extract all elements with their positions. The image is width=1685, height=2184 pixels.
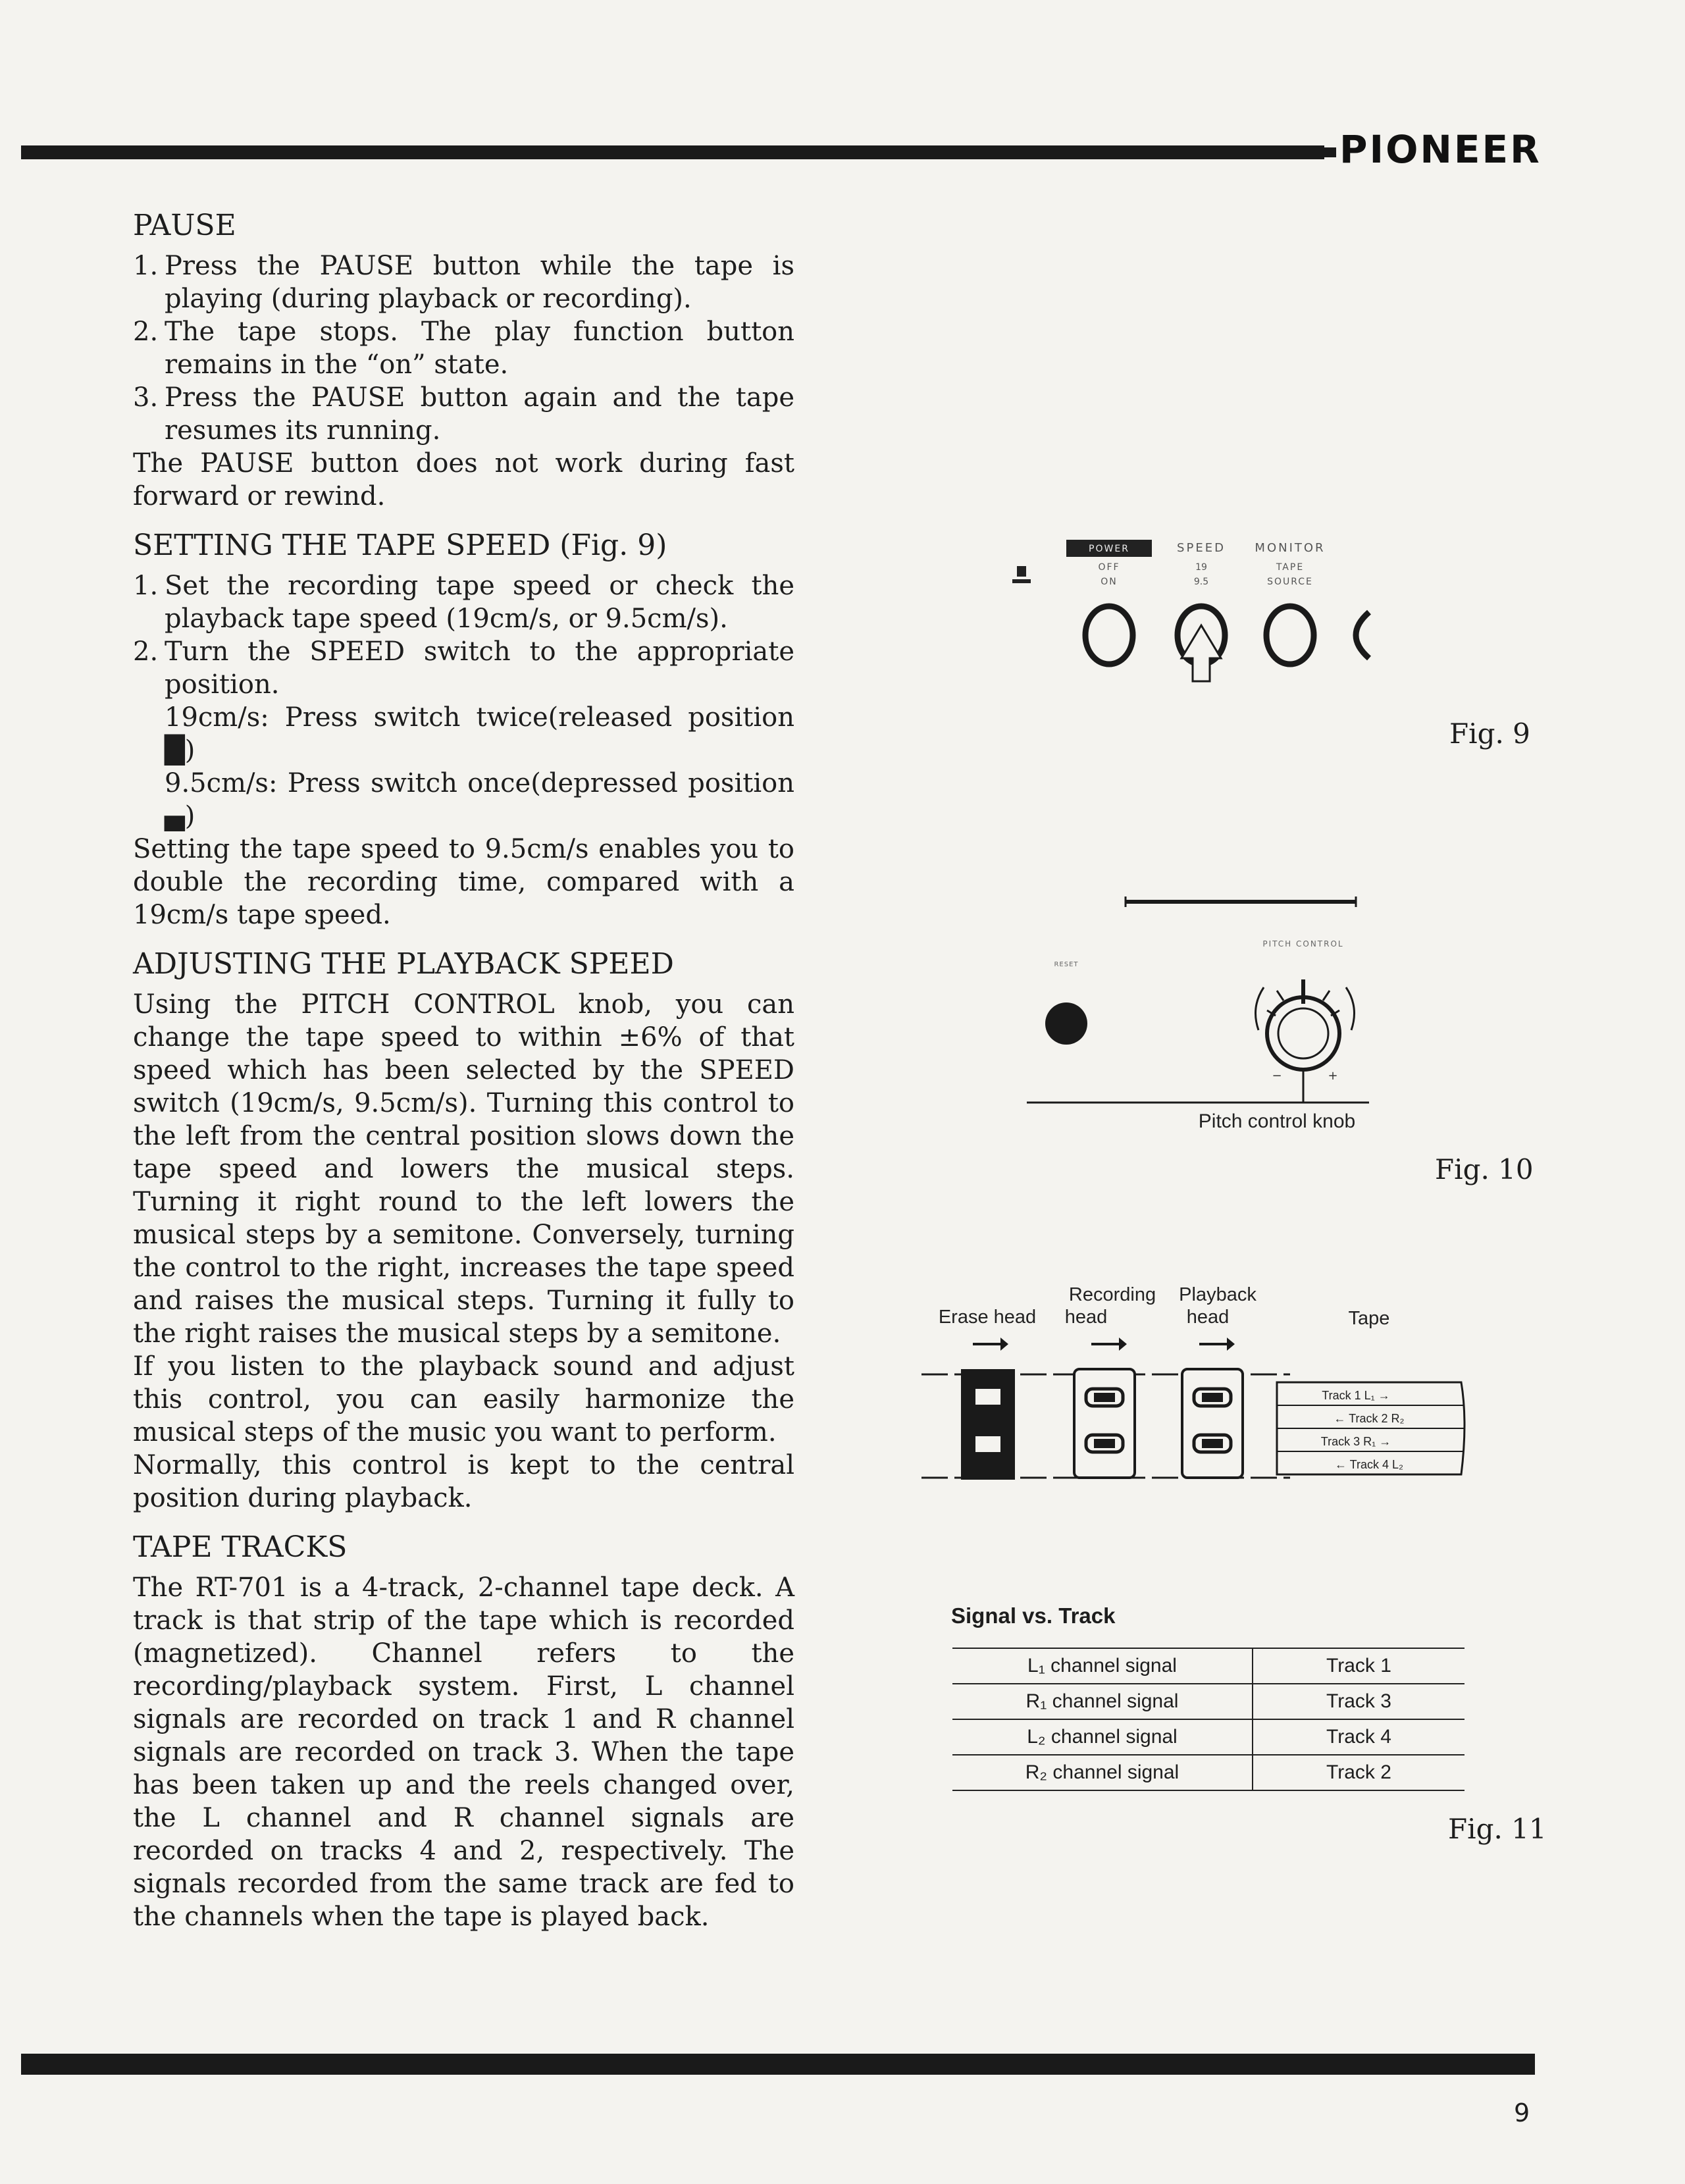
table-row: R₁ channel signal Track 3: [952, 1684, 1465, 1719]
fig9-label: Fig. 9: [1449, 717, 1530, 750]
table-row: R₂ channel signal Track 2: [952, 1755, 1465, 1790]
header-rule: [21, 145, 1324, 159]
rotate-right-arrow-icon: [1346, 987, 1355, 1030]
playback-head-label: Playback: [1179, 1284, 1257, 1305]
playback-heading: ADJUSTING THE PLAYBACK SPEED: [133, 947, 674, 981]
page-number: 9: [1514, 2098, 1530, 2127]
speed-19-line: 19cm/s: Press switch twice(released position █): [165, 702, 794, 766]
pitch-knob: [1267, 979, 1339, 1070]
list-item: 2. Turn the SPEED switch to the appropriate position.: [133, 637, 794, 700]
speed-95-line: 9.5cm/s: Press switch once(depressed position ▄): [165, 768, 794, 831]
speed-note: Setting the tape speed to 9.5cm/s enables you to double the recording time, compared with a 19cm/s tape speed.: [133, 834, 794, 930]
track-1-label: Track 1 L₁ →: [1322, 1389, 1390, 1402]
playback-paragraph-3: Normally, this control is kept to the central position during playback.: [133, 1450, 794, 1513]
recording-head-label: Recording: [1068, 1284, 1156, 1305]
svg-text:19: 19: [1195, 562, 1207, 573]
list-item: 1. Set the recording tape speed or check the playback tape speed (19cm/s, or 9.5cm/s).: [133, 571, 794, 634]
pause-note: The PAUSE button does not work during fast forward or rewind.: [133, 448, 794, 511]
text-column: [133, 207, 794, 1933]
list-item: 1. Press the PAUSE button while the tape is playing (during playback or recording).: [133, 251, 794, 314]
speed-label: SPEED: [1177, 541, 1226, 555]
fig10-label: Fig. 10: [1435, 1153, 1534, 1185]
signal-table-title: Signal vs. Track: [951, 1603, 1116, 1628]
playback-head: [1182, 1369, 1243, 1478]
monitor-switch: [1266, 606, 1314, 664]
signal-track-table: [952, 1648, 1465, 1791]
brand-logo: PIONEER: [1339, 127, 1542, 172]
playback-direction-arrow-icon: [1199, 1338, 1235, 1351]
pause-heading: PAUSE: [133, 209, 236, 242]
erase-head-label: Erase head: [938, 1307, 1037, 1328]
reset-button: [1045, 1002, 1087, 1045]
header-rule-end: [1324, 147, 1336, 157]
svg-text:+: +: [1328, 1069, 1338, 1083]
speed-heading: SETTING THE TAPE SPEED (Fig. 9): [133, 529, 667, 562]
erase-head: [961, 1369, 1015, 1480]
table-row: L₁ channel signal Track 1: [952, 1648, 1465, 1684]
up-arrow-icon: [1181, 625, 1221, 681]
monitor-label: MONITOR: [1255, 541, 1326, 555]
playback-paragraph-1: Using the PITCH CONTROL knob, you can change the tape speed to within ±6% of that speed which has been selected by the SPEED switch (19cm/s, 9.5cm/s). Turning this control to the left from the central position slows down the tape speed and lowers the musical steps. Turning it right round to the left lowers the musical steps by a semitone. Conversely, turning the control to the right, increases the tape speed and raises the musical steps. Turning it fully to the right raises the musical steps by a semitone.: [133, 989, 794, 1349]
speed-steps: [133, 569, 794, 701]
rotate-left-arrow-icon: [1256, 987, 1264, 1030]
svg-text:−: −: [1272, 1069, 1282, 1083]
fig11-tape-heads: [921, 1277, 1488, 1494]
track-4-label: ← Track 4 L₂: [1334, 1458, 1404, 1471]
switch-position-icon: [1012, 566, 1031, 583]
fig10-pitch-control: [1014, 882, 1382, 1145]
recording-head: [1074, 1369, 1135, 1478]
erase-direction-arrow-icon: [973, 1338, 1008, 1351]
list-item: 2. The tape stops. The play function button remains in the “on” state.: [133, 317, 794, 380]
playback-paragraph-2: If you listen to the playback sound and adjust this control, you can easily harmonize the musical steps of the music you want to perform.: [133, 1351, 794, 1447]
power-label: POWER: [1089, 544, 1129, 554]
pitch-knob-caption: Pitch control knob: [1198, 1110, 1356, 1132]
svg-text:ON: ON: [1101, 577, 1118, 587]
track-2-label: ← Track 2 R₂: [1334, 1412, 1405, 1425]
pause-steps: [133, 249, 794, 447]
reset-label: RESET: [1054, 961, 1079, 968]
svg-text:9.5: 9.5: [1193, 577, 1209, 587]
table-row: L₂ channel signal Track 4: [952, 1719, 1465, 1755]
fig11-label: Fig. 11: [1448, 1813, 1547, 1845]
svg-text:head: head: [1186, 1307, 1230, 1328]
tracks-heading: TAPE TRACKS: [133, 1530, 348, 1564]
svg-text:SOURCE: SOURCE: [1267, 577, 1313, 587]
power-switch: [1085, 606, 1133, 664]
pitch-control-label: PITCH CONTROL: [1262, 939, 1344, 949]
recording-direction-arrow-icon: [1091, 1338, 1127, 1351]
list-item: 3. Press the PAUSE button again and the tape resumes its running.: [133, 382, 794, 446]
tape-label: Tape: [1348, 1308, 1390, 1329]
footer-rule: [21, 2054, 1535, 2075]
tape-strip: [1277, 1382, 1465, 1474]
fig9-control-panel: [1000, 527, 1409, 711]
svg-text:head: head: [1064, 1307, 1108, 1328]
svg-text:TAPE: TAPE: [1276, 562, 1305, 573]
svg-text:OFF: OFF: [1098, 562, 1120, 573]
partial-switch: [1356, 612, 1369, 658]
track-3-label: Track 3 R₁ →: [1320, 1435, 1391, 1448]
tracks-paragraph: The RT-701 is a 4-track, 2-channel tape deck. A track is that strip of the tape which is recorded (magnetized). Channel refers to the recording/playback system. First, L channel signals are recorded on track 1 and R channel signals are recorded on track 3. When the tape has been taken up and the reels changed over, the L channel and R channel signals are recorded on tracks 4 and 2, respectively. The signals recorded from the same track are fed to the channels when the tape is played back.: [133, 1573, 794, 1932]
